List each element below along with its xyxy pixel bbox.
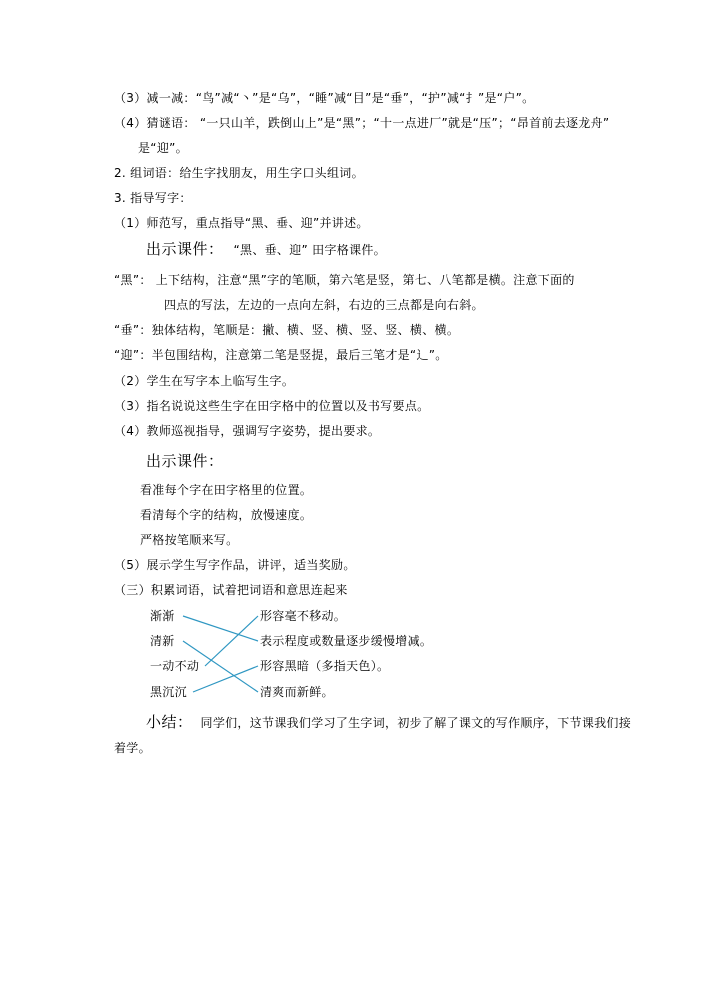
l2: （4）猜谜语： “一只山羊，跌倒山上”是“黑”；“十一点进厂”就是“压”；“昂首前去逐龙舟” (114, 116, 610, 130)
match-word-1: 清新 (150, 634, 175, 648)
match-meaning-3: 清爽而新鲜。 (260, 685, 334, 699)
match-word-3: 黑沉沉 (150, 685, 187, 699)
match-meaning-2: 形容黑暗（多指天色）。 (260, 659, 390, 673)
l1: （3）减一减：“鸟”减“丶”是“乌”，“睡”减“目”是“垂”，“护”减“扌”是“户”。 (114, 91, 535, 105)
l8: “黑”： 上下结构，注意“黑”字的笔顺，第六笔是竖，第七、八笔都是横。注意下面的 (114, 273, 575, 287)
l13: （3）指名说说这些生字在田字格中的位置以及书写要点。 (114, 399, 430, 413)
match-meaning-0: 形容毫不移动。 (260, 609, 347, 623)
l4: 2. 组词语：给生字找朋友，用生字口头组词。 (114, 166, 364, 180)
l12: （2）学生在写字本上临写生字。 (114, 374, 295, 388)
match-line-0 (183, 616, 258, 641)
l6: （1）师范写，重点指导“黑、垂、迎”并讲述。 (114, 216, 369, 230)
match-meaning-1: 表示程度或数量逐步缓慢增减。 (260, 634, 433, 648)
match-word-0: 渐渐 (150, 609, 175, 623)
l22: 着学。 (114, 741, 151, 755)
l11: “迎”：半包围结构，注意第二笔是竖提，最后三笔才是“辶”。 (114, 348, 448, 362)
summary-line (146, 713, 631, 731)
l10: “垂”：独体结构，笔顺是：撇、横、竖、横、竖、竖、横、横。 (114, 323, 460, 337)
l16: 看准每个字在田字格里的位置。 (140, 483, 313, 497)
kejian-label-1: 出示课件： (146, 240, 224, 258)
l14: （4）教师巡视指导，强调写字姿势，提出要求。 (114, 424, 381, 438)
l20: （三）积累词语，试着把词语和意思连起来 (114, 583, 348, 597)
l9: 四点的写法，左边的一点向左斜，右边的三点都是向右斜。 (164, 298, 484, 312)
summary-label: 小结： (146, 713, 193, 731)
l18: 严格按笔顺来写。 (140, 533, 239, 547)
kejian-label-2: 出示课件： (146, 452, 224, 470)
summary-text: 同学们，这节课我们学习了生字词，初步了解了课文的写作顺序，下节课我们接 (200, 716, 632, 730)
match-word-2: 一动不动 (150, 659, 200, 673)
kejian-text-1: “黑、垂、迎” 田字格课件。 (233, 243, 386, 257)
match-line-2 (205, 616, 258, 666)
l3: 是“迎”。 (138, 141, 188, 155)
l19: （5）展示学生写字作品，讲评，适当奖励。 (114, 558, 356, 572)
l17: 看清每个字的结构，放慢速度。 (140, 508, 313, 522)
l5: 3. 指导写字： (114, 191, 192, 205)
